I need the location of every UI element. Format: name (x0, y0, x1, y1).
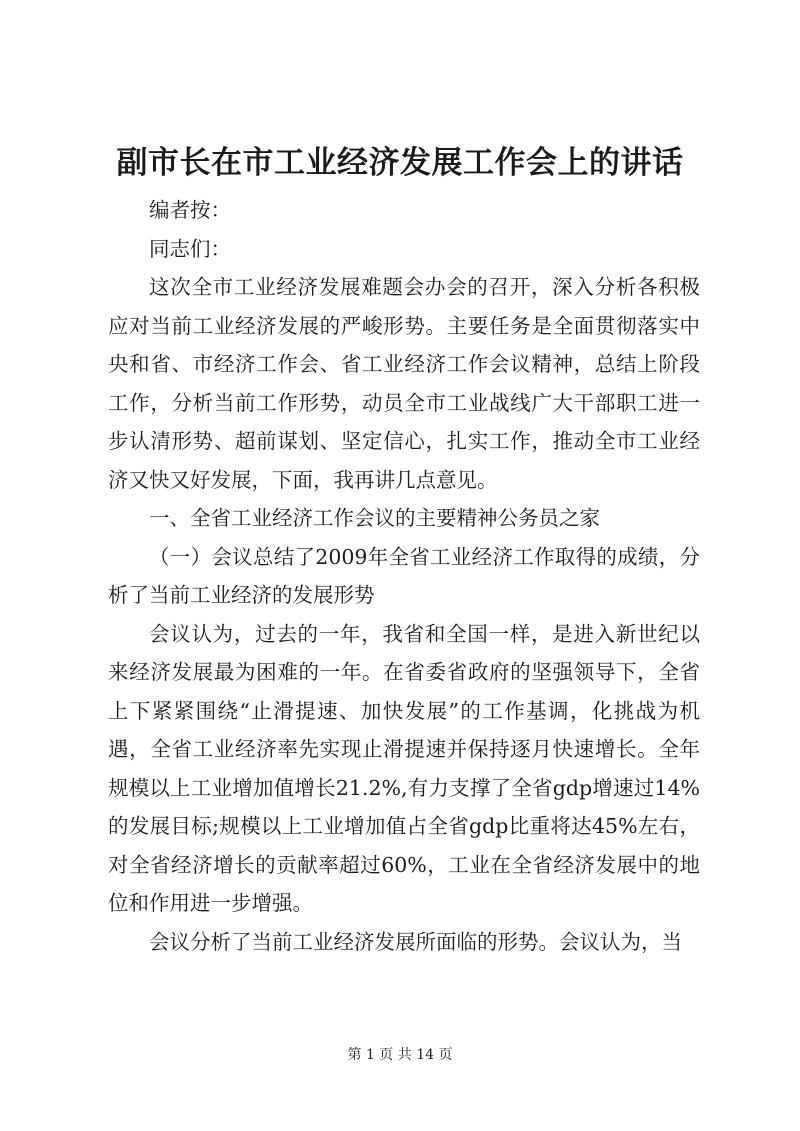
paragraph-meeting-analysis: 会议分析了当前工业经济发展所面临的形势。会议认为，当 (149, 929, 682, 954)
document-body (108, 191, 700, 961)
paragraph-intro: 这次全市工业经济发展难题会办会的召开，深入分析各积极应对当前工业经济发展的严峻形势。主要任务是全面贯彻落实中央和省、市经济工作会、省工业经济工作会议精神，总结上阶段工作，分析当前工作形势，动员全市工业战线广大干部职工进一步认清形势、超前谋划、坚定信心，扎实工作，推动全市工业经济又快又好发展，下面，我再讲几点意见。 (108, 275, 700, 492)
page-footer: 第 1 页 共 14 页 (347, 1047, 453, 1063)
paragraph-meeting-review: 会议认为，过去的一年，我省和全国一样，是进入新世纪以来经济发展最为困难的一年。在省委省政府的坚强领导下，全省上下紧紧围绕“止滑提速、加快发展”的工作基调，化挑战为机遇，全省工业经济率先实现止滑提速并保持逐月快速增长。全年规模以上工业增加值增长21.2%,有力支撑了全省gdp增速过14%的发展目标;规模以上工业增加值占全省gdp比重将达45%左右，对全省经济增长的贡献率超过60%，工业在全省经济发展中的地位和作用进一步增强。 (108, 621, 700, 915)
paragraph-section-heading-1: 一、全省工业经济工作会议的主要精神公务员之家 (149, 506, 600, 530)
paragraph-editor-note: 编者按： (149, 198, 231, 222)
paragraph-salutation: 同志们： (149, 236, 231, 261)
document-title: 副市长在市工业经济发展工作会上的讲话 (116, 145, 684, 181)
paragraph-subheading-1: （一）会议总结了2009年全省工业经济工作取得的成绩，分析了当前工业经济的发展形势 (108, 544, 700, 607)
